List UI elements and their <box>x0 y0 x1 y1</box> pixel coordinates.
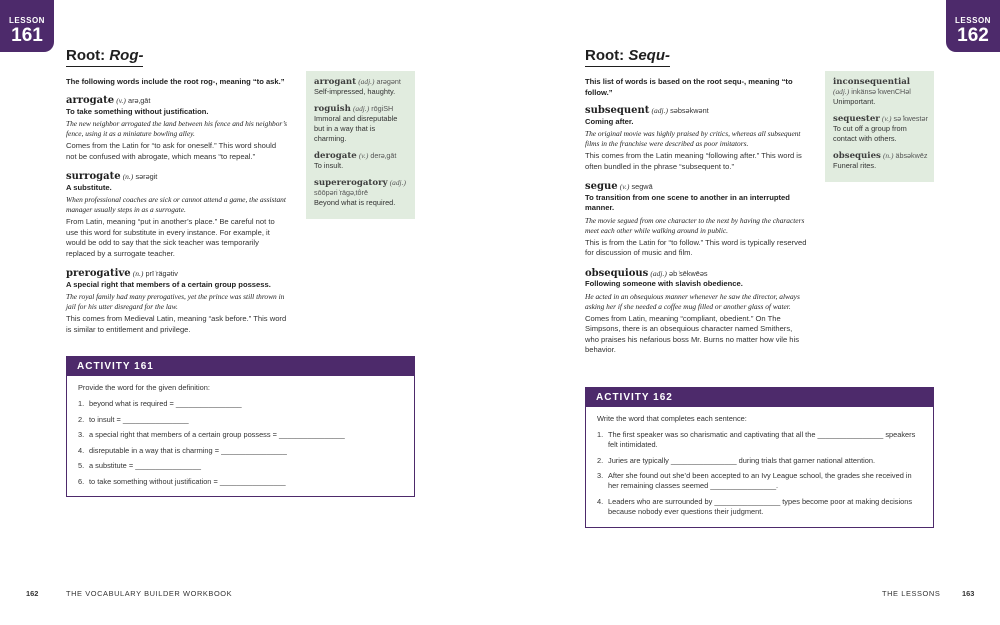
running-footer-right: THE LESSONS <box>882 589 941 598</box>
item-number: 6. <box>78 476 85 486</box>
entry-etymology: This comes from the Latin meaning “following after.” This word is often bundled in the phrase “subsequent to.” <box>585 151 802 171</box>
intro-left: The following words include the root rog-, meaning “to ask.” <box>66 77 285 86</box>
entry-example: He acted in an obsequious manner whenever he saw the director, always asking her if she needed a coffee mug filled or another glass of water. <box>585 291 800 311</box>
title-root: Rog- <box>109 47 144 64</box>
sidebar-pos: (v.) <box>881 114 892 123</box>
entry-etymology: This is from the Latin for “to follow.” This word is typically reserved for discussion of music and film. <box>585 237 807 257</box>
lesson-tab-number: 161 <box>11 25 43 46</box>
activity-item[interactable] <box>597 497 922 517</box>
entry-example: The movie segued from one character to the next by having the characters meet each other while walking around in public. <box>585 215 805 235</box>
sidebar-pron: rōgiSH <box>371 104 394 113</box>
sidebar-entry <box>833 77 928 107</box>
sidebar-pron: äbsəkwēz <box>895 151 928 160</box>
entry-definition: A special right that members of a certain group possess. <box>66 279 271 289</box>
activity-item[interactable] <box>78 415 403 425</box>
item-text: disreputable in a way that is charming = ________________ <box>89 445 287 455</box>
item-number: 4. <box>78 445 85 455</box>
sidebar-word: inconsequential <box>833 77 911 87</box>
activity-list <box>597 430 922 517</box>
item-number: 5. <box>78 461 85 471</box>
entry-definition: Following someone with slavish obedience. <box>585 279 743 288</box>
entry-word: subsequent <box>585 105 650 116</box>
sidebar-pos: (adj.) <box>833 87 850 96</box>
entry-pos: (n.) <box>132 269 144 278</box>
item-number: 3. <box>597 471 604 481</box>
entry-etymology: From Latin, meaning “put in another’s place.” Be careful not to use this word for substitute in every instance. For example, it would be odd to say that the sick teacher was temporarily replaced by a surrogate teacher. <box>66 217 275 258</box>
sidebar-entry <box>314 178 409 208</box>
entry-pron: əb ̍sēkwēəs <box>669 268 708 278</box>
item-number: 1. <box>78 399 85 408</box>
page-title-right: Root: Sequ- <box>585 47 670 67</box>
item-text: to insult = ________________ <box>89 414 189 424</box>
activity-item[interactable] <box>78 399 403 409</box>
entries-right <box>585 106 807 366</box>
sidebar-related-words-left <box>306 71 415 219</box>
activity-instruction: Provide the word for the given definition: <box>78 383 210 392</box>
item-number: 1. <box>597 430 604 439</box>
sidebar-definition: To insult. <box>314 161 344 170</box>
activity-list <box>78 399 403 487</box>
entry-pron: segwā <box>631 182 653 191</box>
item-number: 2. <box>78 414 85 424</box>
sidebar-pron: sə ̍kwestər <box>893 114 928 123</box>
sidebar-word: arrogant <box>314 77 357 87</box>
entry-example: The original movie was highly praised by critics, whereas all subsequent films in the franchise were described as poor imitators. <box>585 129 801 148</box>
sidebar-entry <box>314 104 409 144</box>
sidebar-word: obsequies <box>833 151 881 161</box>
entry-word: surrogate <box>66 171 121 182</box>
activity-header: ACTIVITY 162 <box>586 388 933 407</box>
activity-instruction: Write the word that completes each sentence: <box>597 414 747 423</box>
entry-word: obsequious <box>585 267 649 279</box>
sidebar-definition: Self-impressed, haughty. <box>314 87 396 96</box>
activity-item[interactable] <box>78 446 403 456</box>
entry-example: When professional coaches are sick or cannot attend a game, the assistant manager usually steps in as a surrogate. <box>66 195 286 214</box>
sidebar-entry <box>314 151 409 171</box>
entry-surrogate <box>66 172 288 259</box>
sidebar-word: roguish <box>314 104 351 114</box>
sidebar-related-words-right <box>825 71 934 182</box>
item-text: The first speaker was so charismatic and captivating that all the ________________ speakers felt intimidated. <box>608 430 916 449</box>
sidebar-pos: (adj.) <box>352 104 370 113</box>
entry-pron: sərəgit <box>135 172 158 181</box>
entry-example: The new neighbor arrogated the land between his fence and his neighbor’s fence, using it as a miniature bowling alley. <box>66 119 287 138</box>
sidebar-pos: (v.) <box>358 151 369 160</box>
running-footer-left: THE VOCABULARY BUILDER WORKBOOK <box>66 589 233 598</box>
activity-item[interactable] <box>78 430 403 440</box>
entry-segue <box>585 182 807 259</box>
sidebar-definition: Immoral and disreputable but in a way that is charming. <box>314 114 398 143</box>
entry-word: arrogate <box>66 95 115 106</box>
activity-item[interactable] <box>78 477 403 487</box>
sidebar-pos: (n.) <box>882 151 894 160</box>
sidebar-definition: Funeral rites. <box>833 161 877 170</box>
sidebar-entry <box>314 77 409 97</box>
activity-162-box <box>585 387 934 528</box>
item-text: beyond what is required = ________________ <box>89 399 242 408</box>
sidebar-word: supererogatory <box>314 178 388 188</box>
page-number-right: 163 <box>962 589 975 598</box>
lesson-tab-label: LESSON <box>955 16 991 25</box>
lesson-tab-161 <box>0 0 54 52</box>
entry-subsequent <box>585 106 807 172</box>
lesson-tab-162 <box>946 0 1000 52</box>
entry-pos: (v.) <box>619 182 630 191</box>
entry-example: The royal family had many prerogatives, yet the prince was still thrown in jail for his utter disregard for the law. <box>66 292 285 311</box>
activity-161-box <box>66 356 415 497</box>
item-text: Juries are typically ________________ during trials that garner national attention. <box>608 455 876 465</box>
sidebar-pron: arəgənt <box>376 77 401 86</box>
sidebar-entry <box>833 114 928 144</box>
activity-item[interactable] <box>78 461 403 471</box>
sidebar-entry <box>833 151 928 171</box>
entry-obsequious <box>585 269 807 356</box>
item-number: 4. <box>597 496 604 506</box>
activity-item[interactable] <box>597 471 922 491</box>
entry-pron: səbsəkwənt <box>670 106 709 115</box>
entry-etymology: This comes from Medieval Latin, meaning “ask before.” This word is similar to entitlement and privilege. <box>66 314 287 334</box>
page-title-left: Root: Rog- <box>66 47 143 67</box>
entry-word: segue <box>585 181 618 192</box>
activity-header: ACTIVITY 161 <box>67 357 414 376</box>
lesson-tab-number: 162 <box>957 25 989 46</box>
entry-etymology: Comes from Latin, meaning “compliant, obedient.” On The Simpsons, there is an obsequious character named Smithers, who praises his nefarious boss Mr. Burns no matter how vile his behavior. <box>585 313 799 354</box>
item-number: 3. <box>78 430 85 440</box>
sidebar-definition: Beyond what is required. <box>314 198 396 207</box>
entries-left <box>66 96 288 345</box>
item-number: 2. <box>597 455 604 465</box>
sidebar-pos: (adj.) <box>358 77 375 86</box>
activity-item[interactable] <box>597 456 922 466</box>
sidebar-pron: derə‚gāt <box>370 151 397 160</box>
item-text: to take something without justification = ________________ <box>89 476 286 486</box>
sidebar-word: sequester <box>833 114 880 124</box>
entry-prerogative <box>66 269 288 335</box>
sidebar-definition: To cut off a group from contact with others. <box>833 124 907 143</box>
intro-right: This list of words is based on the root sequ-, meaning “to follow.” <box>585 77 793 97</box>
entry-pos: (adj.) <box>650 268 667 278</box>
entry-pos: (n.) <box>122 172 134 181</box>
entry-definition: A substitute. <box>66 182 112 192</box>
sidebar-pron: sōōpəri ̍rägə‚tôrē <box>314 188 368 197</box>
sidebar-pron: inkänsə ̍kwenCHəl <box>851 87 911 96</box>
entry-word: prerogative <box>66 268 131 279</box>
entry-definition: To take something without justification. <box>66 106 209 116</box>
entry-definition: To transition from one scene to another in an interrupted manner. <box>585 192 790 212</box>
entry-pos: (adj.) <box>651 106 668 115</box>
entry-definition: Coming after. <box>585 116 634 126</box>
title-root: Sequ- <box>628 47 670 64</box>
sidebar-word: derogate <box>314 151 357 161</box>
sidebar-definition: Unimportant. <box>833 97 876 106</box>
entry-pos: (v.) <box>116 96 126 105</box>
lesson-tab-label: LESSON <box>9 16 45 25</box>
entry-pron: prī ̍rägətiv <box>145 269 178 278</box>
item-text: Leaders who are surrounded by ________________ types become poor at making decisions because nobody ever questions their judgment. <box>608 496 913 516</box>
item-text: a substitute = ________________ <box>89 461 201 471</box>
page-number-left: 162 <box>26 589 39 598</box>
entry-pron: arə‚gāt <box>128 96 151 105</box>
entry-arrogate <box>66 96 288 162</box>
item-text: a special right that members of a certain group possess = ________________ <box>89 430 345 440</box>
entry-etymology: Comes from the Latin for “to ask for oneself.” This word should not be confused with abrogate, which means “to repeal.” <box>66 141 277 161</box>
activity-item[interactable] <box>597 430 922 450</box>
sidebar-pos: (adj.) <box>389 178 406 187</box>
item-text: After she found out she’d been accepted to an Ivy League school, the grades she received in her remaining classes seemed ________________. <box>608 471 912 491</box>
